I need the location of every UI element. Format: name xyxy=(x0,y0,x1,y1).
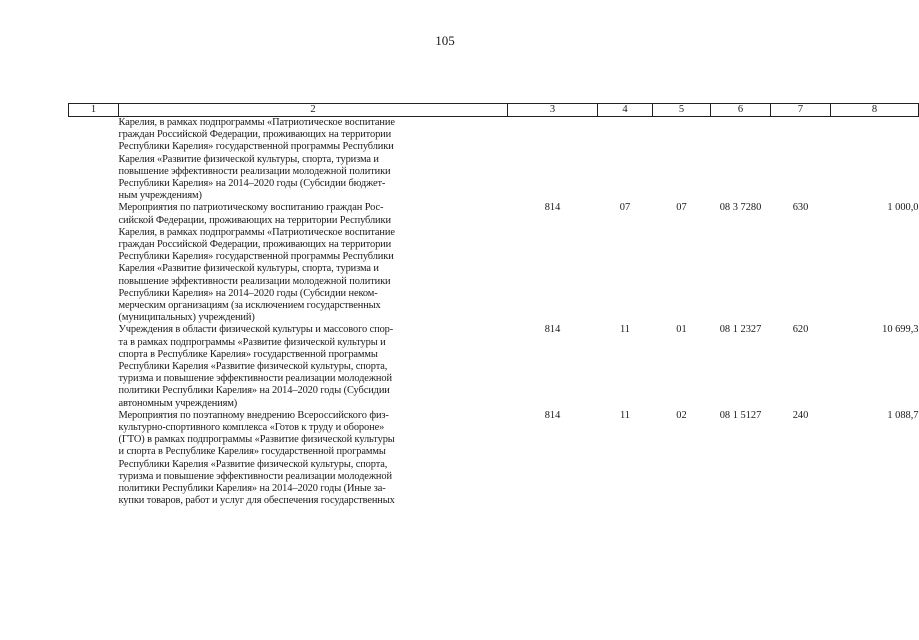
target-article-code: 08 1 2327 xyxy=(719,324,762,336)
subsection-code: 02 xyxy=(676,409,687,421)
expense-type-code: 620 xyxy=(792,324,809,336)
table-row xyxy=(69,324,919,409)
row-description: Мероприятия по патриотическому воспитанию граждан Рос- сийской Федерации, проживающих на территории Республики Карелия, в рамках подпрограммы «Патриотическое воспитание граждан Российской Федерации, проживающих на территории Республики Карелия» государственной программы Республики Карелия «Развитие физической культуры, спорта, туризма и повышение эффективности реализации молодежной политики Республики Карелия» на 2014–2020 годы (Субсидии неком- мерческим организациям (за исключением государственных (муниципальных) учреждений) xyxy=(118,202,395,324)
row-description: Учреждения в области физической культуры и массового спор- та в рамках подпрограммы «Развитие физической культуры и спорта в Республике Карелия» государственной программы Республики Карелия «Развитие физической культуры, спорта, туризма и повышение эффективности реализации молодежной политики Республики Карелия» на 2014–2020 годы (Субсидии автономным учреждениям) xyxy=(118,324,394,409)
target-article-code xyxy=(711,117,771,203)
column-header-7: 7 xyxy=(771,104,831,117)
amount-value: 1 000,0 xyxy=(887,202,919,214)
expense-type-code xyxy=(771,117,831,203)
column-header-8: 8 xyxy=(831,104,919,117)
target-article-code: 08 3 7280 xyxy=(719,202,762,214)
column-header-3: 3 xyxy=(508,104,598,117)
ministry-code xyxy=(508,117,598,203)
section-code: 07 xyxy=(619,202,631,214)
column-number-row xyxy=(69,104,919,117)
column-header-6: 6 xyxy=(711,104,771,117)
section-code: 11 xyxy=(619,409,630,421)
column-header-1: 1 xyxy=(69,104,119,117)
page-number: 105 xyxy=(435,33,455,48)
target-article-code: 08 1 5127 xyxy=(719,409,762,421)
amount-value: 10 699,3 xyxy=(882,324,919,336)
subsection-code: 01 xyxy=(676,324,687,336)
expense-type-code: 630 xyxy=(792,202,809,214)
subsection-code: 07 xyxy=(676,202,687,214)
ministry-code: 814 xyxy=(544,324,561,336)
table-row xyxy=(69,202,919,324)
amount-value xyxy=(831,117,919,203)
ministry-code: 814 xyxy=(544,409,561,421)
subsection-code xyxy=(653,117,711,203)
table-row xyxy=(69,117,919,203)
table-row xyxy=(69,410,919,508)
expense-type-code: 240 xyxy=(792,409,809,421)
amount-value: 1 088,7 xyxy=(887,409,919,421)
section-code: 11 xyxy=(619,324,630,336)
budget-table xyxy=(68,103,919,508)
section-code xyxy=(598,117,653,203)
ministry-code: 814 xyxy=(544,202,561,214)
row-description: Карелия, в рамках подпрограммы «Патриотическое воспитание граждан Российской Федерации, проживающих на территории Республики Карелия» государственной программы Республики Карелия «Развитие физической культуры, спорта, туризма и повышение эффективности реализации молодежной политики Республики Карелия» на 2014–2020 годы (Субсидии бюджет- ным учреждениям) xyxy=(118,117,395,202)
column-header-5: 5 xyxy=(653,104,711,117)
budget-table-container xyxy=(68,103,919,508)
column-header-4: 4 xyxy=(598,104,653,117)
row-description: Мероприятия по поэтапному внедрению Всероссийского физ- культурно-спортивного комплекса «Готов к труду и обороне» (ГТО) в рамках подпрограммы «Развитие физической культуры и спорта в Республике Карелия» государственной программы Республики Карелия «Развитие физической культуры, спорта, туризма и повышение эффективности реализации молодежной политики Республики Карелия» на 2014–2020 годы (Иные за- купки товаров, работ и услуг для обеспечения государственных xyxy=(118,409,395,507)
column-header-2: 2 xyxy=(119,104,508,117)
